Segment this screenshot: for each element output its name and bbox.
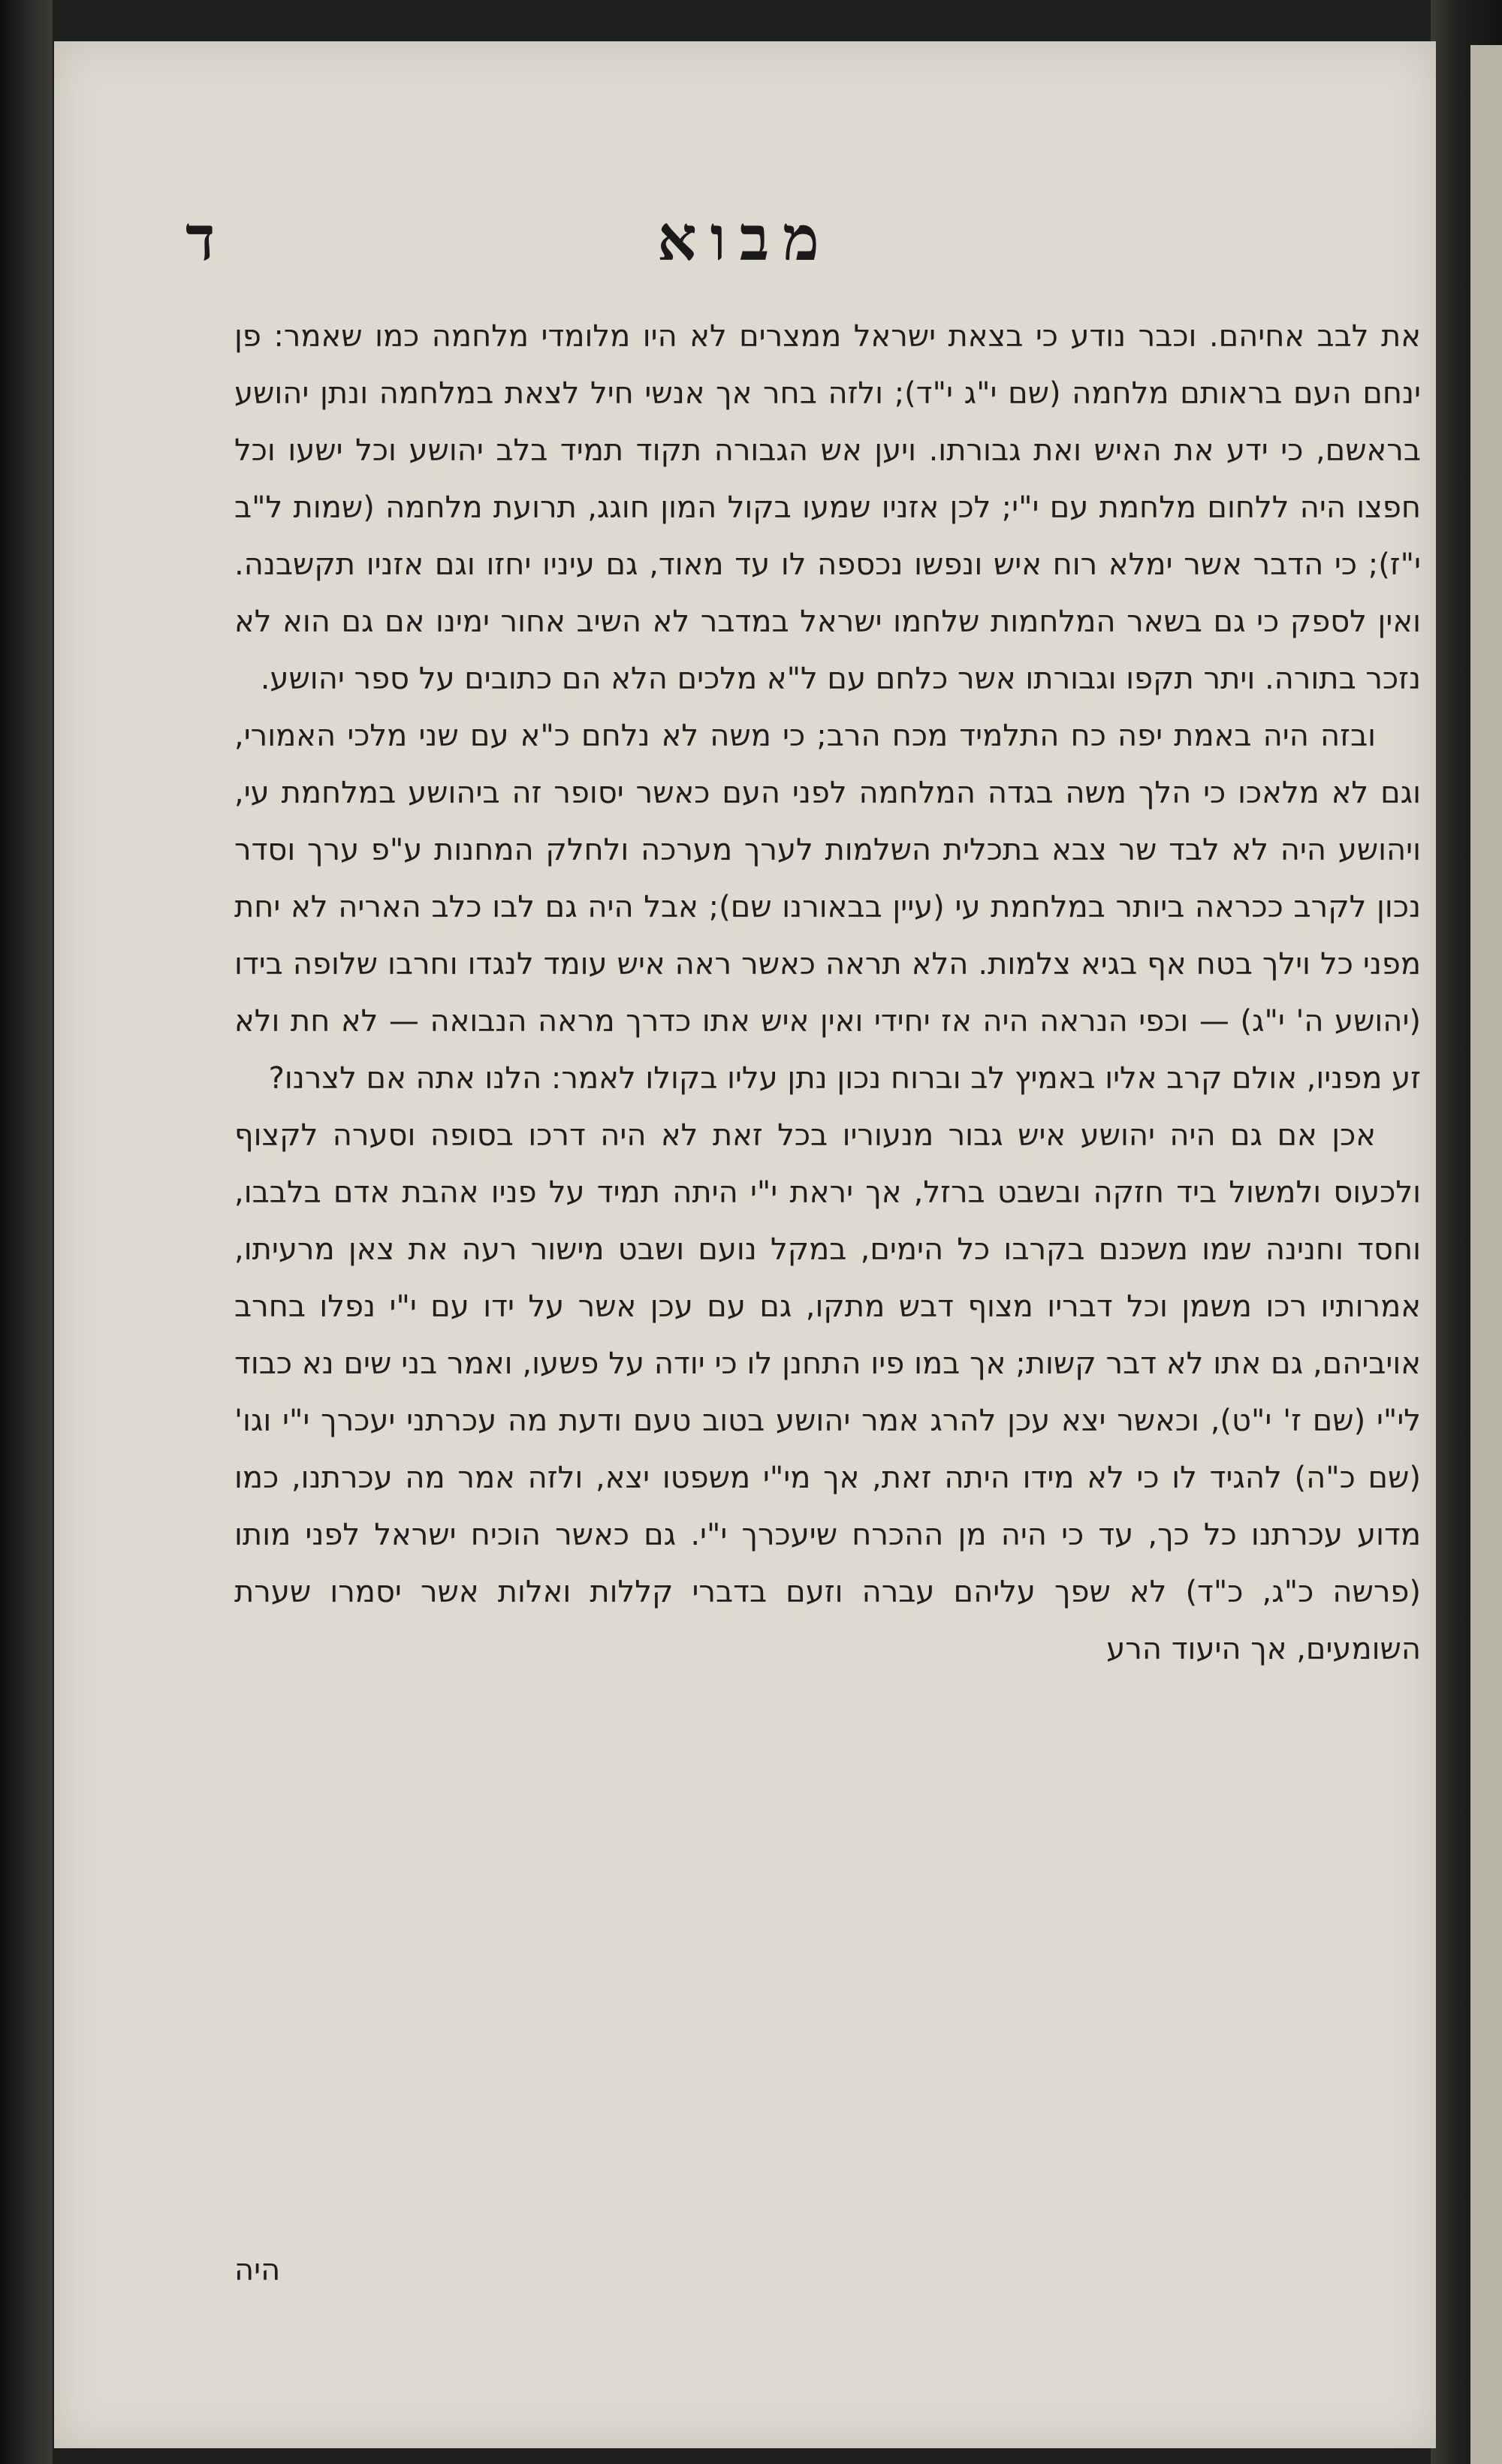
running-title: מבוא <box>657 203 833 275</box>
body-text <box>234 308 1421 1678</box>
page-number: ד <box>185 203 216 275</box>
catchword: היה <box>234 2253 281 2288</box>
paragraph: אכן אם גם היה יהושע איש גבור מנעוריו בכל זאת לא היה דרכו בסופה וסערה לקצוף ולכעוס ולמשול ביד חזקה ובשבט ברזל, אך יראת י"י היתה תמיד על פניו אהבת אדם בלבבו, וחסד וחנינה שמו משכנם בקרבו כל הימים, במקל נועם ושבט מישור רעה את צאן מרעיתו, אמרותיו רכו משמן וכל דבריו מצוף דבש מתקו, גם עם עכן אשר על ידו עם י"י נפלו בחרב אויביהם, גם אתו לא דבר קשות; אך במו פיו התחנן לו כי יודה על פשעו, ואמר בני שים נא כבוד לי"י (שם ז' י"ט), וכאשר יצא עכן להרג אמר יהושע בטוב טעם ודעת מה עכרתני יעכרך י"י וגו' (שם כ"ה) להגיד לו כי לא מידו היתה זאת, אך מי"י משפטו יצא, ולזה אמר מה עכרתנו, כמו מדוע עכרתנו כל כך, עד כי היה מן ההכרח שיעכרך י"י. גם כאשר הוכיח ישראל לפני מותו (פרשה כ"ג, כ"ד) לא שפך עליהם עברה וזעם בדברי קללות ואלות אשר יסמרו שערת השומעים, אך היעוד הרע <box>234 1118 1421 1666</box>
page-header <box>54 203 1436 308</box>
paragraph: ובזה היה באמת יפה כח התלמיד מכח הרב; כי משה לא נלחם כ"א עם שני מלכי האמורי, וגם לא מלאכו כי הלך משה בגדה המלחמה לפני העם כאשר יסופר זה ביהושע במלחמת עי, ויהושע היה לא לבד שר צבא בתכלית השלמות לערך מערכה ולחלק המחנות ע"פ ערך וסדר נכון לקרב ככראה ביותר במלחמת עי (עיין בבאורנו שם); אבל היה גם לבו כלב האריה לא יחת מפני כל וילך בטח אף בגיא צלמות. הלא תראה כאשר ראה איש עומד לנגדו וחרבו שלופה בידו (יהושע ה' י"ג) — וכפי הנראה היה אז יחידי ואין איש אתו כדרך מראה הנבואה — לא חת ולא זע מפניו, אולם קרב אליו באמיץ לב וברוח נכון נתן עליו בקולו לאמר: הלנו אתה אם לצרנו? <box>234 719 1421 1096</box>
facing-page-strip <box>1470 45 1502 2464</box>
book-spine-edge <box>0 0 53 2464</box>
paragraph: את לבב אחיהם. וכבר נודע כי בצאת ישראל ממצרים לא היו מלומדי מלחמה כמו שאמר: פן ינחם העם בראותם מלחמה (שם י"ג י"ד); ולזה בחר אך אנשי חיל לצאת במלחמה ונתן יהושע בראשם, כי ידע את האיש ואת גבורתו. ויען אש הגבורה תקוד תמיד בלב יהושע וכל ישעו וכל חפצו היה ללחום מלחמת עם י"י; לכן אזניו שמעו בקול המון חוגג, תרועת מלחמה (שמות ל"ב י"ז); כי הדבר אשר ימלא רוח איש ונפשו נכספה לו עד מאוד, גם עיניו יחזו וגם אזניו תקשבנה. ואין לספק כי גם בשאר המלחמות שלחמו ישראל במדבר לא השיב אחור ימינו אם גם הוא לא נזכר בתורה. ויתר תקפו וגבורתו אשר כלחם עם ל"א מלכים הלא הם כתובים על ספר יהושע. <box>234 319 1421 696</box>
book-page <box>54 41 1436 2448</box>
